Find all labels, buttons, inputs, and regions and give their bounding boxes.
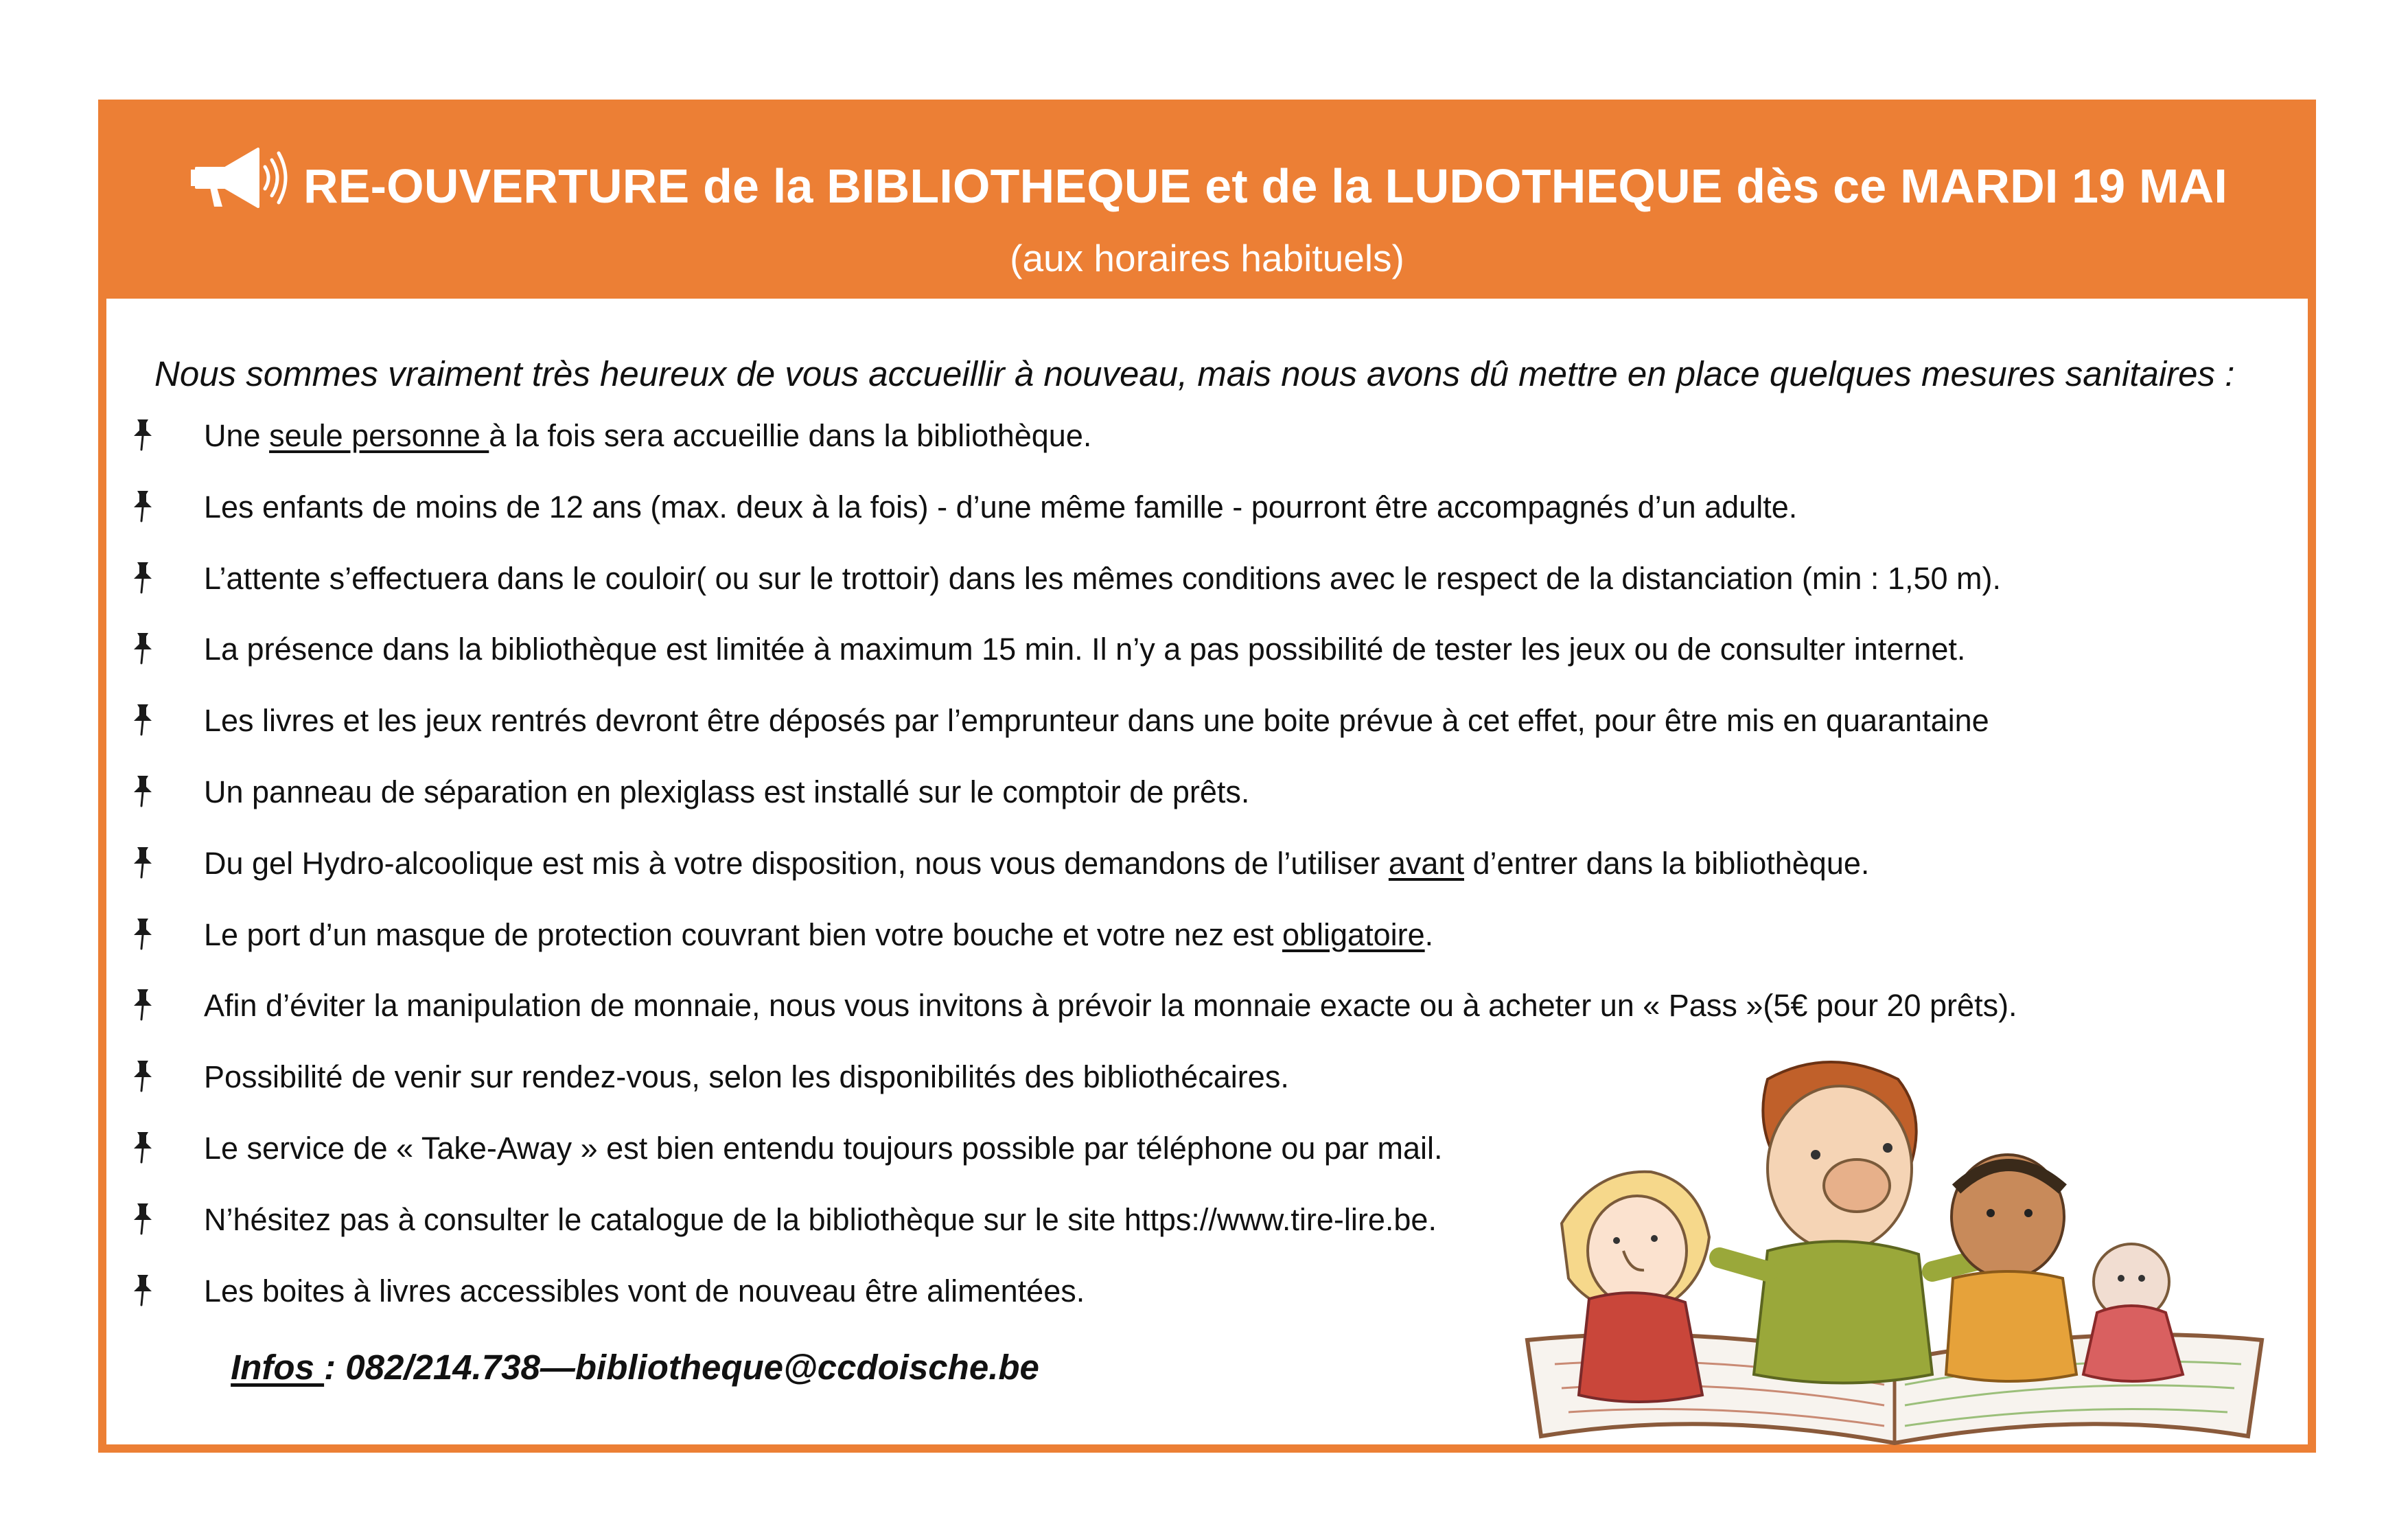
pushpin-icon (130, 773, 158, 819)
pushpin-icon (130, 1201, 158, 1247)
rule-text-before: Possibilité de venir sur rendez-vous, selon les disponibilités des bibliothécaires. (204, 1059, 1289, 1095)
contact-label: Infos (231, 1348, 325, 1387)
pushpin-icon (130, 417, 158, 463)
rule-text (204, 558, 2001, 599)
rule-text (204, 629, 1965, 670)
pushpin-icon (130, 1272, 158, 1318)
rule-text-before: N’hésitez pas à consulter le catalogue de la bibliothèque sur le site https://www.tire-lire.be. (204, 1201, 1437, 1237)
header-banner (106, 108, 2308, 299)
contact-details: : 082/214.738—bibliotheque@ccdoische.be (324, 1348, 1039, 1387)
rule-text (204, 1199, 1437, 1241)
banner-title-row (106, 143, 2308, 227)
rule-text-emphasis: seule personne (269, 418, 489, 453)
girl-figure (1562, 1172, 1709, 1402)
banner-title: RE-OUVERTURE de la BIBLIOTHEQUE et de la LUDOTHEQUE dès ce MARDI 19 MAI (303, 159, 2227, 213)
rule-text (204, 985, 2017, 1026)
megaphone-icon (187, 143, 290, 227)
rule-text (204, 914, 1433, 956)
rule-item (106, 772, 2303, 843)
rule-text-before: Les livres et les jeux rentrés devront être déposés par l’emprunteur dans une boite prévue à cet effet, pour être mis en quarantaine (204, 703, 1989, 739)
rule-item (106, 700, 2303, 772)
rule-text (204, 415, 1091, 457)
rule-text-before: Afin d’éviter la manipulation de monnaie, nous vous invitons à prévoir la monnaie exacte ou à acheter un « Pass »(5€ pour 20 prêts). (204, 988, 2017, 1024)
rule-text (204, 1271, 1085, 1312)
rule-item (106, 985, 2303, 1057)
rule-text-before: Du gel Hydro-alcoolique est mis à votre disposition, nous vous demandons de l’utiliser (204, 845, 1389, 881)
rule-text-before: Le port d’un masque de protection couvrant bien votre bouche et votre nez est (204, 916, 1282, 952)
pushpin-icon (130, 916, 158, 962)
pushpin-icon (130, 1058, 158, 1104)
pushpin-icon (130, 987, 158, 1033)
rule-item (106, 487, 2303, 558)
rule-item (106, 629, 2303, 700)
rule-text (204, 772, 1249, 813)
rule-text (204, 487, 1797, 528)
boy-figure (1720, 1062, 1987, 1383)
rule-item (106, 914, 2303, 986)
pushpin-icon (130, 1129, 158, 1175)
pushpin-icon (130, 488, 158, 534)
rule-item (106, 558, 2303, 630)
rule-text-emphasis: obligatoire (1282, 916, 1425, 952)
notice-frame (98, 100, 2316, 1453)
rule-text-before: Les boites à livres accessibles vont de nouveau être alimentées. (204, 1273, 1085, 1308)
rule-text-before: Un panneau de séparation en plexiglass est installé sur le comptoir de prêts. (204, 774, 1250, 809)
rule-text-after: à la fois sera accueillie dans la bibliothèque. (489, 418, 1092, 453)
rule-item (106, 415, 2303, 487)
rule-text-before: Le service de « Take-Away » est bien entendu toujours possible par téléphone ou par mail. (204, 1130, 1443, 1166)
rule-text-before: Les enfants de moins de 12 ans (max. deux à la fois) - d’une même famille - pourront être accompagnés d’un adulte. (204, 489, 1798, 524)
rule-text-after: d’entrer dans la bibliothèque. (1463, 845, 1870, 881)
rule-text (204, 1057, 1289, 1098)
rule-text-before: La présence dans la bibliothèque est limitée à maximum 15 min. Il n’y a pas possibilité de tester les jeux ou de consulter internet. (204, 632, 1966, 667)
rule-text (204, 700, 1989, 741)
rule-text-before: Une (204, 418, 270, 453)
banner-subtitle: (aux horaires habituels) (1010, 237, 1404, 279)
rule-text-emphasis: avant (1388, 845, 1464, 881)
rule-text (204, 1128, 1442, 1169)
doll-figure (2083, 1244, 2183, 1381)
pushpin-icon (130, 702, 158, 748)
intro-text: Nous sommes vraiment très heureux de vous accueillir à nouveau, mais nous avons dû mettre en place quelques mesures sanitaires : (154, 354, 2235, 393)
rule-text-before: L’attente s’effectuera dans le couloir( ou sur le trottoir) dans les mêmes conditions avec le respect de la distanciation (min : 1,50 m). (204, 560, 2001, 596)
pushpin-icon (130, 844, 158, 890)
rule-item (106, 843, 2303, 914)
rule-text-after: . (1424, 916, 1434, 952)
children-reading-illustration (1514, 1052, 2276, 1522)
contact-line (106, 1345, 1164, 1390)
rule-text (204, 843, 1869, 884)
pushpin-icon (130, 560, 158, 606)
pushpin-icon (130, 630, 158, 676)
